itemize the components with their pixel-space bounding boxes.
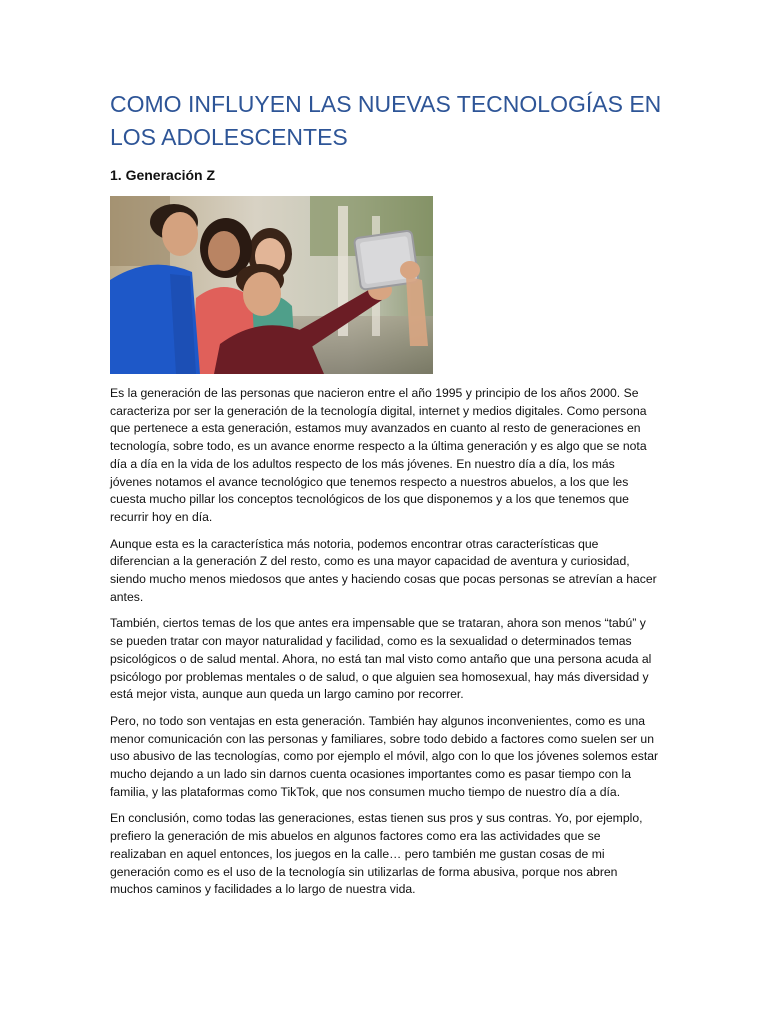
body-text xyxy=(110,385,660,908)
paragraph-4: Pero, no todo son ventajas en esta generación. También hay algunos inconvenientes, como es una menor comunicación con las personas y familiares, sobre todo debido a factores como suelen ser un uso abusivo de las tecnologías, como por ejemplo el móvil, algo con lo que los jóvenes solemos estar mucho dejando a un lado sin darnos cuenta ocasiones importantes como es pasar tiempo con la familia, y las plataformas como TikTok, que nos consumen mucho tiempo de nuestro día a día. xyxy=(110,713,659,799)
paragraph-5: En conclusión, como todas las generaciones, estas tienen sus pros y sus contras. Yo, por ejemplo, prefiero la generación de mis abuelos en algunos factores como era las actividades que se realizaban en aquel entonces, los juegos en la calle… pero también me gustan cosas de mi generación como es el uso de la tecnología sin utilizarlas de forma abusiva, porque nos abren muchos caminos y facilidades a lo largo de nuestra vida. xyxy=(110,811,643,897)
paragraph-1: Es la generación de las personas que nacieron entre el año 1995 y principio de los años 2000. Se caracteriza por ser la generación de la tecnología digital, internet y medios digitales. Como persona que pertenece a esta generación, estamos muy avanzados en cuanto al resto de generaciones en tecnología, sobre todo, es un avance enorme respecto a la última generación y es algo que se nota día a día en la vida de los adultos respecto de los más jóvenes. En nuestro día a día, los más jóvenes notamos el avance tecnológico que tenemos respecto a nuestros abuelos, a los que les cuesta mucho pillar los conceptos tecnológicos de los que disponemos y a los que tenemos que recurrir hoy en día. xyxy=(110,386,647,524)
teenagers-selfie-photo xyxy=(110,196,433,374)
section-heading: 1. Generación Z xyxy=(110,167,216,183)
document-title: COMO INFLUYEN LAS NUEVAS TECNOLOGÍAS EN LOS ADOLESCENTES xyxy=(110,91,662,150)
paragraph-2: Aunque esta es la característica más notoria, podemos encontrar otras características que diferencian a la generación Z del resto, como es una mayor capacidad de aventura y curiosidad, siendo mucho menos miedosos que antes y haciendo cosas que pocas personas se atrevían a hacer antes. xyxy=(110,536,657,604)
paragraph-3: También, ciertos temas de los que antes era impensable que se trataran, ahora son menos “tabú” y se pueden tratar con mayor naturalidad y facilidad, como es la sexualidad o determinados temas psicológicos o de salud mental. Ahora, no está tan mal visto como antaño que una persona acuda al psicólogo por problemas mentales o de salud, o que alguien sea homosexual, hay más diversidad y está mejor vista, aunque aun queda un largo camino por recorrer. xyxy=(110,616,652,702)
